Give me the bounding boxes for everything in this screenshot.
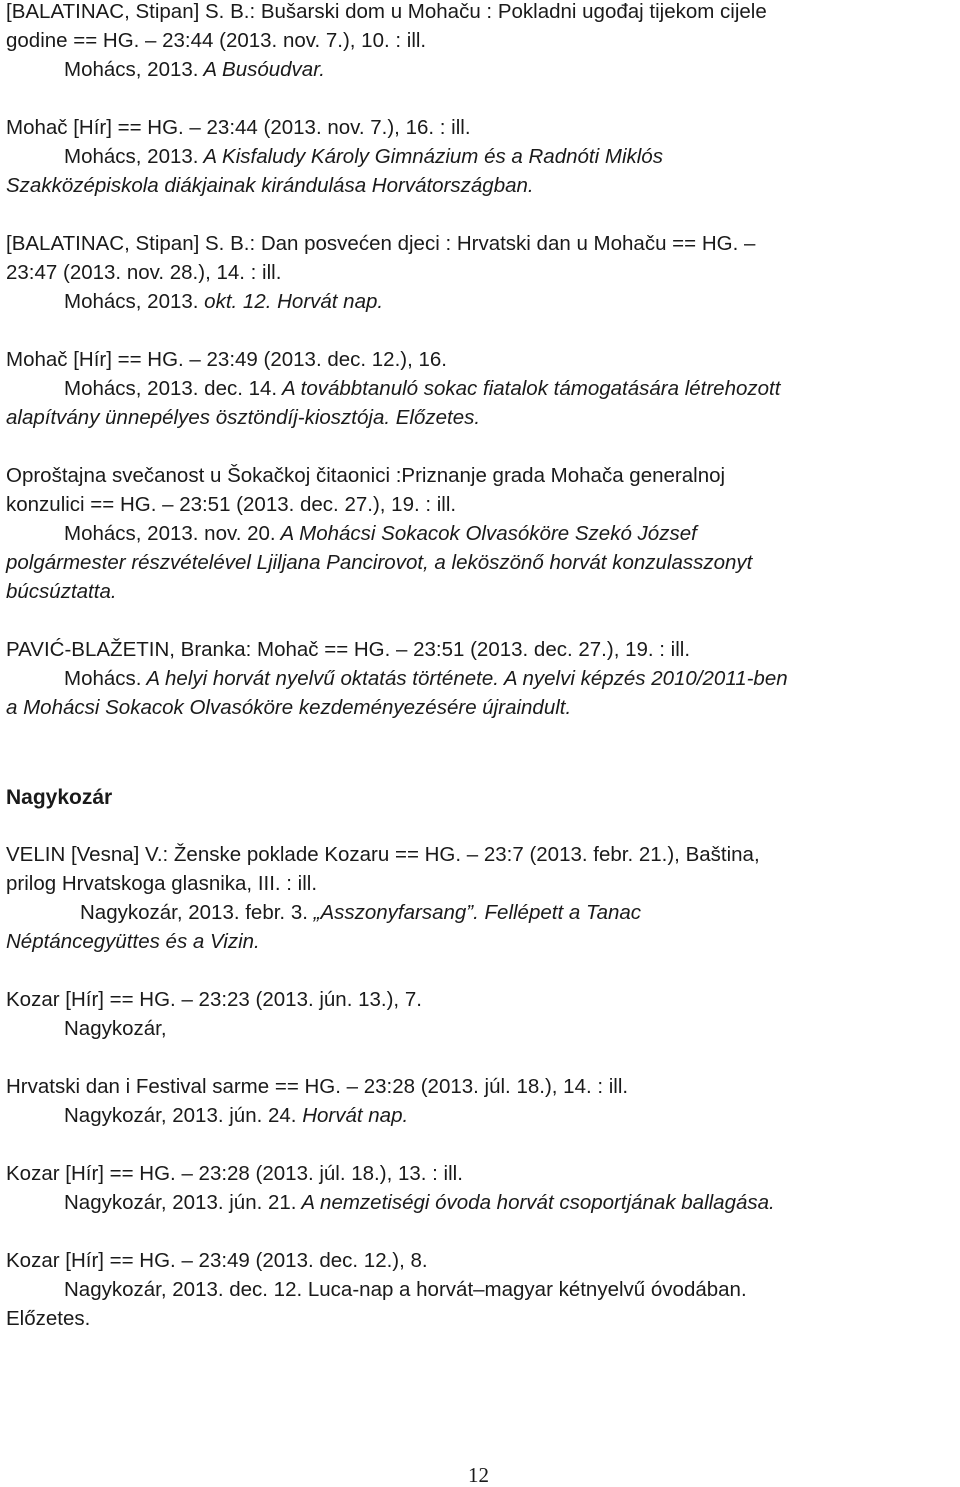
entry-line: Kozar [Hír] == HG. – 23:49 (2013. dec. 12.), 8. (6, 1249, 428, 1272)
note-text: A helyi horvát nyelvű oktatás története. A nyelvi képzés 2010/2011-ben (141, 667, 788, 690)
note-text: A Busóudvar. (198, 58, 325, 81)
note-text: okt. 12. Horvát nap. (198, 290, 384, 313)
entry-line: konzulici == HG. – 23:51 (2013. dec. 27.), 19. : ill. (6, 493, 457, 516)
entry-line: Mohač [Hír] == HG. – 23:49 (2013. dec. 12.), 16. (6, 348, 447, 371)
note-place: Nagykozár, 2013. febr. 3. (80, 901, 308, 924)
note-place: Mohács, 2013. dec. 14. (64, 377, 278, 400)
note-text: A Kisfaludy Károly Gimnázium és a Radnóti Miklós (198, 145, 663, 168)
note-text: alapítvány ünnepélyes ösztöndíj-kiosztója. Előzetes. (6, 406, 481, 429)
note-place: Nagykozár, 2013. dec. 12. (64, 1278, 303, 1301)
entry-note (64, 1101, 408, 1130)
note-text: Előzetes. (6, 1307, 91, 1330)
section-heading: Nagykozár (6, 786, 113, 809)
note-text: Luca-nap a horvát–magyar kétnyelvű óvodában. (302, 1278, 747, 1301)
note-text: Néptáncegyüttes és a Vizin. (6, 930, 260, 953)
note-place: Nagykozár, 2013. jún. 21. (64, 1191, 297, 1214)
note-text: búcsúztatta. (6, 580, 117, 603)
entry-line: Oproštajna svečanost u Šokačkoj čitaonici :Priznanje grada Mohača generalnoj (6, 464, 726, 487)
note-place: Mohács, 2013. (64, 145, 199, 168)
entry-note (64, 142, 663, 171)
entry-line: Hrvatski dan i Festival sarme == HG. – 23:28 (2013. júl. 18.), 14. : ill. (6, 1075, 629, 1098)
note-text: A továbbtanuló sokac fiatalok támogatására létrehozott (277, 377, 781, 400)
entry-line: Mohač [Hír] == HG. – 23:44 (2013. nov. 7.), 16. : ill. (6, 116, 471, 139)
entry-note (64, 55, 325, 84)
entry-line: 23:47 (2013. nov. 28.), 14. : ill. (6, 261, 282, 284)
note-text: A nemzetiségi óvoda horvát csoportjának ballagása. (296, 1191, 775, 1214)
entry-line: [BALATINAC, Stipan] S. B.: Bušarski dom u Mohaču : Pokladni ugođaj tijekom cijele (6, 0, 767, 23)
note-place: Mohács, 2013. (64, 58, 199, 81)
note-text: a Mohácsi Sokacok Olvasóköre kezdeményezésére újraindult. (6, 696, 572, 719)
entry-note (64, 664, 788, 693)
entry-note (80, 898, 641, 927)
entry-line: VELIN [Vesna] V.: Ženske poklade Kozaru == HG. – 23:7 (2013. febr. 21.), Baština, (6, 843, 760, 866)
note-place: Nagykozár, 2013. jún. 24. (64, 1104, 297, 1127)
note-text: „Asszonyfarsang”. Fellépett a Tanac (307, 901, 642, 924)
entry-note (64, 287, 383, 316)
entry-line: Kozar [Hír] == HG. – 23:23 (2013. jún. 13.), 7. (6, 988, 422, 1011)
entry-note (64, 374, 780, 403)
entry-line: godine == HG. – 23:44 (2013. nov. 7.), 10. : ill. (6, 29, 427, 52)
note-text: polgármester részvételével Ljiljana Pancirovot, a leköszönő horvát konzulasszonyt (6, 551, 753, 574)
entry-note (64, 1188, 775, 1217)
note-place: Mohács, 2013. nov. 20. (64, 522, 276, 545)
note-text: Szakközépiskola diákjainak kirándulása Horvátországban. (6, 174, 534, 197)
entry-line: [BALATINAC, Stipan] S. B.: Dan posvećen djeci : Hrvatski dan u Mohaču == HG. – (6, 232, 756, 255)
note-text: Horvát nap. (296, 1104, 409, 1127)
entry-line: prilog Hrvatskoga glasnika, III. : ill. (6, 872, 318, 895)
entry-note (64, 1275, 747, 1304)
entry-line: PAVIĆ-BLAŽETIN, Branka: Mohač == HG. – 23:51 (2013. dec. 27.), 19. : ill. (6, 638, 691, 661)
note-place: Mohács, 2013. (64, 290, 199, 313)
note-text: A Mohácsi Sokacok Olvasóköre Szekó József (275, 522, 697, 545)
note-place: Nagykozár, (64, 1017, 167, 1040)
entry-note (64, 519, 697, 548)
note-place: Mohács. (64, 667, 142, 690)
entry-line: Kozar [Hír] == HG. – 23:28 (2013. júl. 18.), 13. : ill. (6, 1162, 463, 1185)
page-number: 12 (468, 1463, 489, 1487)
